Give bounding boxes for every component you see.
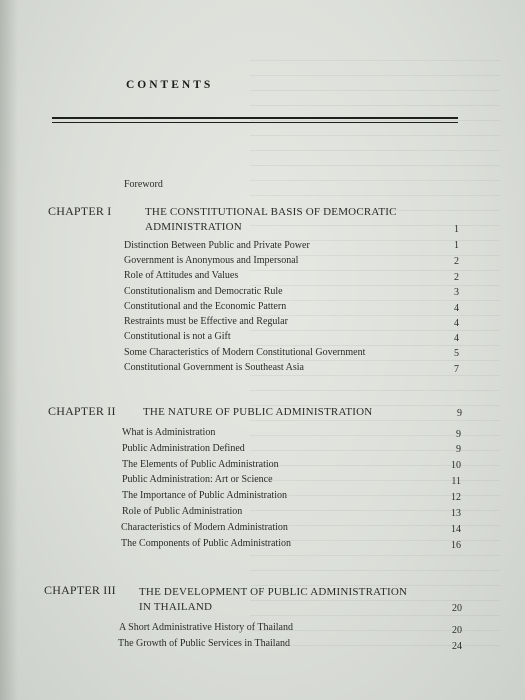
toc-entry-page: 5	[454, 348, 459, 359]
toc-entry-page: 9	[456, 444, 461, 455]
toc-entry-page: 4	[454, 318, 459, 329]
toc-entry-page: 7	[454, 364, 459, 375]
toc-entry: The Growth of Public Services in Thailand	[118, 638, 291, 649]
foreword-entry: Foreword	[124, 179, 163, 190]
toc-entry-page: 13	[451, 508, 461, 519]
toc-entry-page: 3	[454, 287, 459, 298]
chapter-3-page: 20	[452, 603, 462, 614]
chapter-1-label: CHAPTER I	[48, 204, 112, 218]
contents-title: CONTENTS	[126, 79, 214, 91]
toc-entry: Distinction Between Public and Private Power	[124, 240, 310, 251]
toc-entry-page: 2	[454, 256, 459, 267]
toc-entry-page: 4	[454, 333, 459, 344]
toc-entry: Public Administration: Art or Science	[122, 474, 273, 485]
chapter-1-page: 1	[454, 224, 459, 235]
toc-entry: Constitutional is not a Gift	[124, 331, 231, 342]
toc-entry-page: 10	[451, 460, 461, 471]
toc-entry-page: 24	[452, 641, 462, 652]
title-rule-thick	[52, 117, 458, 119]
toc-entry: Role of Attitudes and Values	[124, 270, 239, 281]
toc-entry: Constitutionalism and Democratic Rule	[124, 286, 283, 297]
chapter-2-label: CHAPTER II	[48, 404, 116, 418]
toc-entry: The Elements of Public Administration	[122, 459, 279, 470]
chapter-3-label: CHAPTER III	[44, 583, 116, 597]
toc-entry-page: 14	[451, 524, 461, 535]
toc-entry-page: 2	[454, 272, 459, 283]
toc-entry-page: 9	[456, 429, 461, 440]
title-rule-thin	[52, 122, 458, 123]
toc-entry-page: 20	[452, 625, 462, 636]
toc-entry: Constitutional and the Economic Pattern	[124, 301, 287, 312]
toc-entry-page: 16	[451, 540, 461, 551]
chapter-2-title-line1: THE NATURE OF PUBLIC ADMINISTRATION	[143, 406, 373, 418]
toc-entry-page: 12	[451, 492, 461, 503]
chapter-2-page: 9	[457, 408, 462, 419]
chapter-1-title-line2: ADMINISTRATION	[145, 221, 242, 233]
chapter-1-title-line1: THE CONSTITUTIONAL BASIS OF DEMOCRATIC	[145, 206, 397, 218]
toc-entry: Some Characteristics of Modern Constitutional Government	[124, 347, 366, 358]
toc-entry: A Short Administrative History of Thailand	[119, 622, 293, 633]
toc-entry-page: 11	[451, 476, 461, 487]
toc-entry: The Importance of Public Administration	[122, 490, 287, 501]
toc-entry: Role of Public Administration	[122, 506, 243, 517]
toc-entry: What is Administration	[122, 427, 216, 438]
toc-entry: Public Administration Defined	[122, 443, 245, 454]
chapter-3-title-line1: THE DEVELOPMENT OF PUBLIC ADMINISTRATION	[139, 586, 408, 598]
chapter-3-title-line2: IN THAILAND	[139, 601, 213, 613]
binding-shadow	[0, 0, 18, 700]
bleed-through-texture	[250, 60, 500, 660]
toc-entry-page: 1	[454, 240, 459, 251]
toc-entry: Characteristics of Modern Administration	[121, 522, 288, 533]
toc-entry: Constitutional Government is Southeast Asia	[124, 362, 304, 373]
toc-entry: The Components of Public Administration	[121, 538, 291, 549]
toc-entry: Restraints must be Effective and Regular	[124, 316, 288, 327]
toc-entry-page: 4	[454, 303, 459, 314]
toc-entry: Government is Anonymous and Impersonal	[124, 255, 299, 266]
